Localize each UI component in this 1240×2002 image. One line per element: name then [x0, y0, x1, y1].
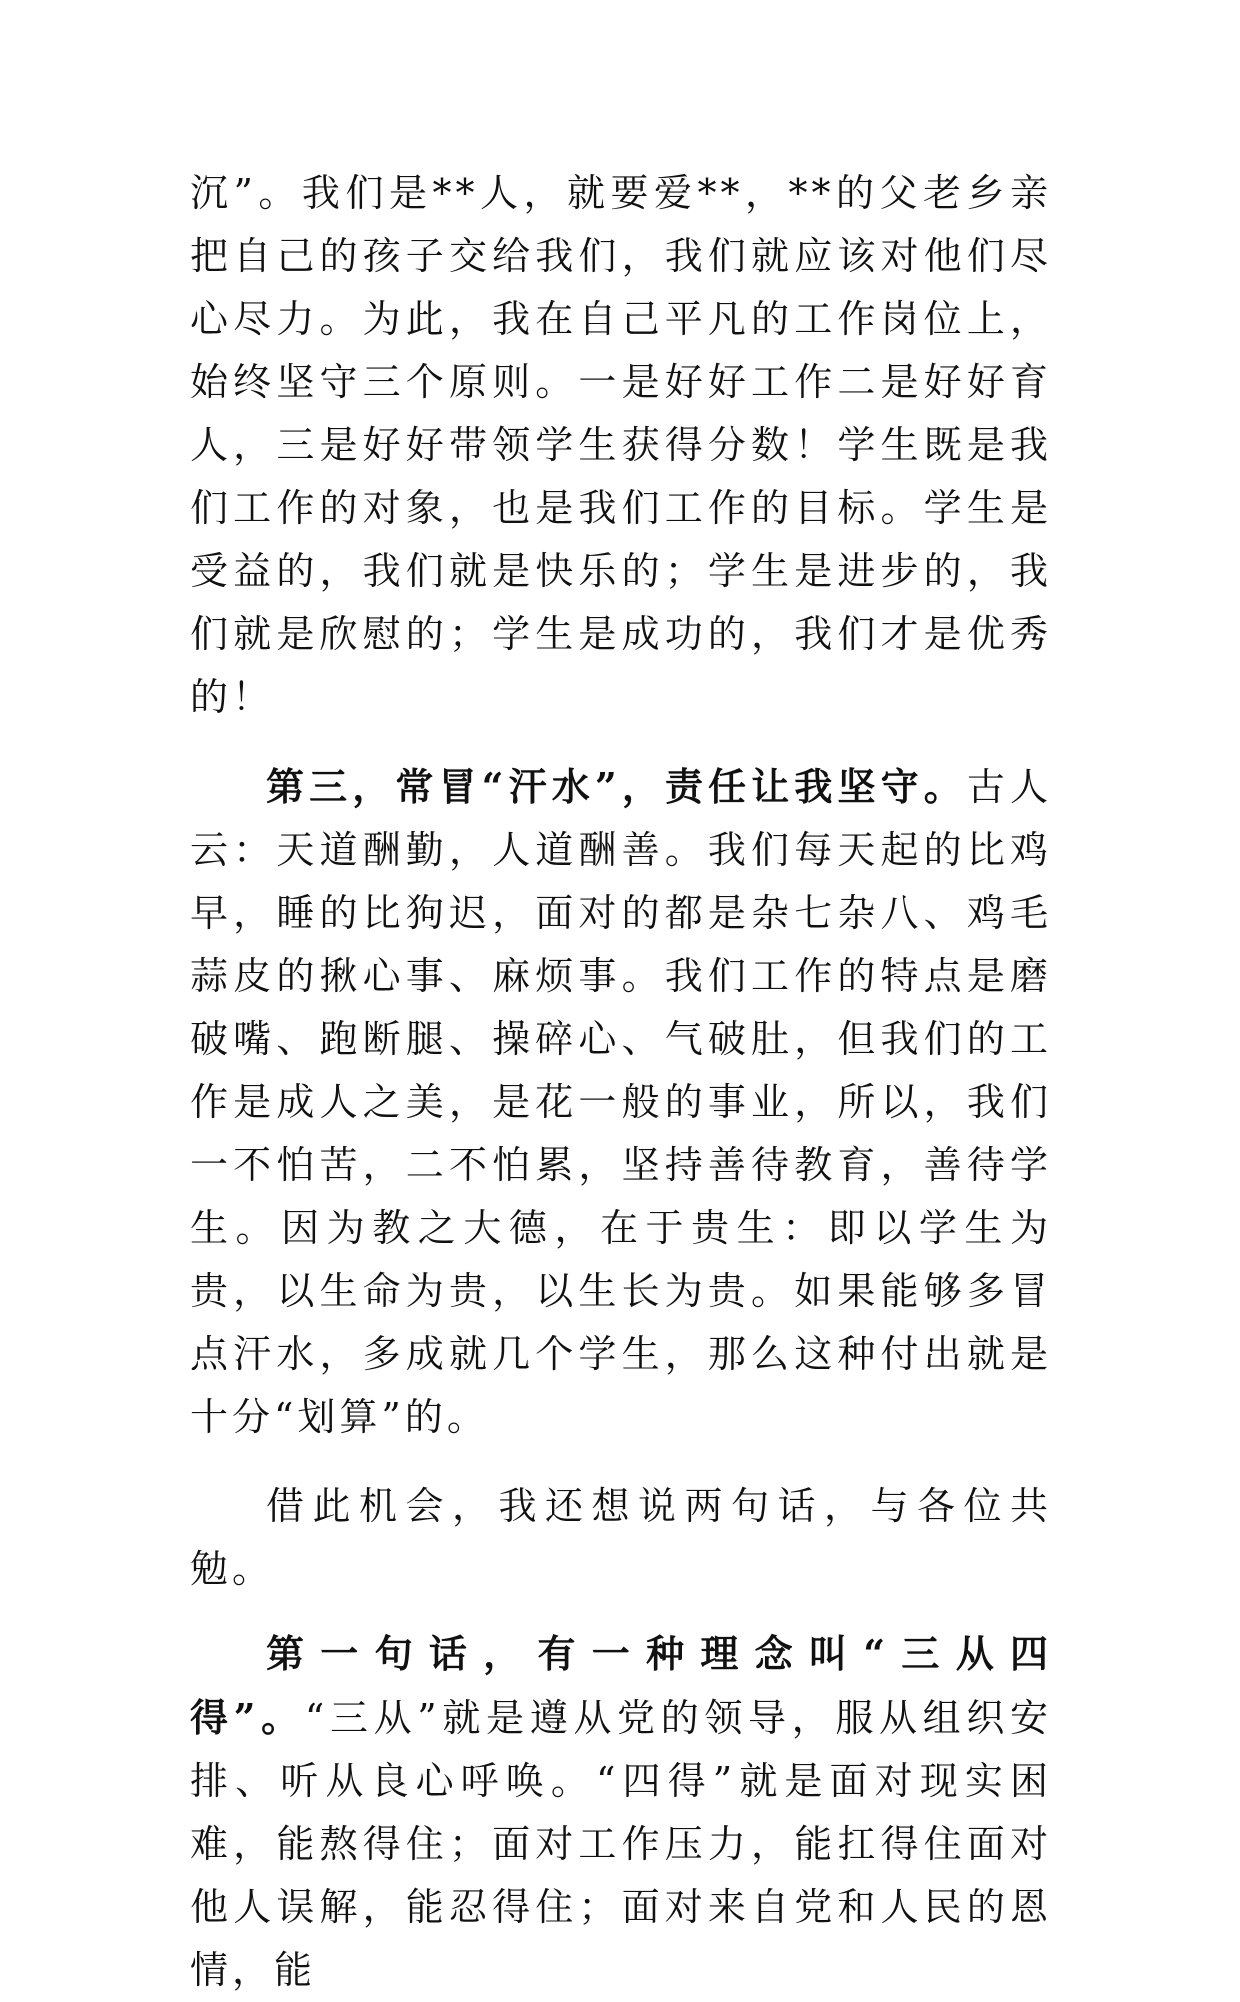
paragraph-text: “三从”就是遵从党的领导，服从组织安排、听从良心呼唤。“四得”就是面对现实困难，能熬得住；面对工作压力，能扛得住面对他人误解，能忍得住；面对来自党和人民的恩情，能	[190, 1696, 1053, 1992]
paragraph-heading: 第一句话，有一种理念叫“三从四得”。	[190, 1631, 1052, 1740]
paragraph-text: 古人云：天道酬勤，人道酬善。我们每天起的比鸡早，睡的比狗迟，面对的都是杂七杂八、鸡毛蒜皮的揪心事、麻烦事。我们工作的特点是磨破嘴、跑断腿、操碎心、气破肚，但我们的工作是成人之美，是花一般的事业，所以，我们一不怕苦，二不怕累，坚持善待教育，善待学生。因为教之大德，在于贵生：即以学生为贵，以生命为贵，以生长为贵。如果能够多冒点汗水，多成就几个学生，那么这种付出就是十分“划算”的。	[190, 765, 1052, 1439]
document-page	[190, 162, 1052, 2002]
paragraph-continuation	[190, 162, 1052, 729]
paragraph-heading: 第三，常冒“汗水”，责任让我坚守。	[266, 764, 967, 809]
paragraph-text: 沉”。我们是**人，就要爱**，**的父老乡亲把自己的孩子交给我们，我们就应该对他们尽心尽力。为此，我在自己平凡的工作岗位上，始终坚守三个原则。一是好好工作二是好好育人，三是好好带领学生获得分数！学生既是我们工作的对象，也是我们工作的目标。学生是受益的，我们就是快乐的；学生是进步的，我们就是欣慰的；学生是成功的，我们才是优秀的！	[190, 171, 1052, 719]
paragraph-text: 借此机会，我还想说两句话，与各位共勉。	[190, 1484, 1052, 1591]
paragraph-first-sentence	[190, 1622, 1052, 2002]
paragraph-transition	[190, 1475, 1052, 1601]
paragraph-third-point	[190, 755, 1052, 1449]
